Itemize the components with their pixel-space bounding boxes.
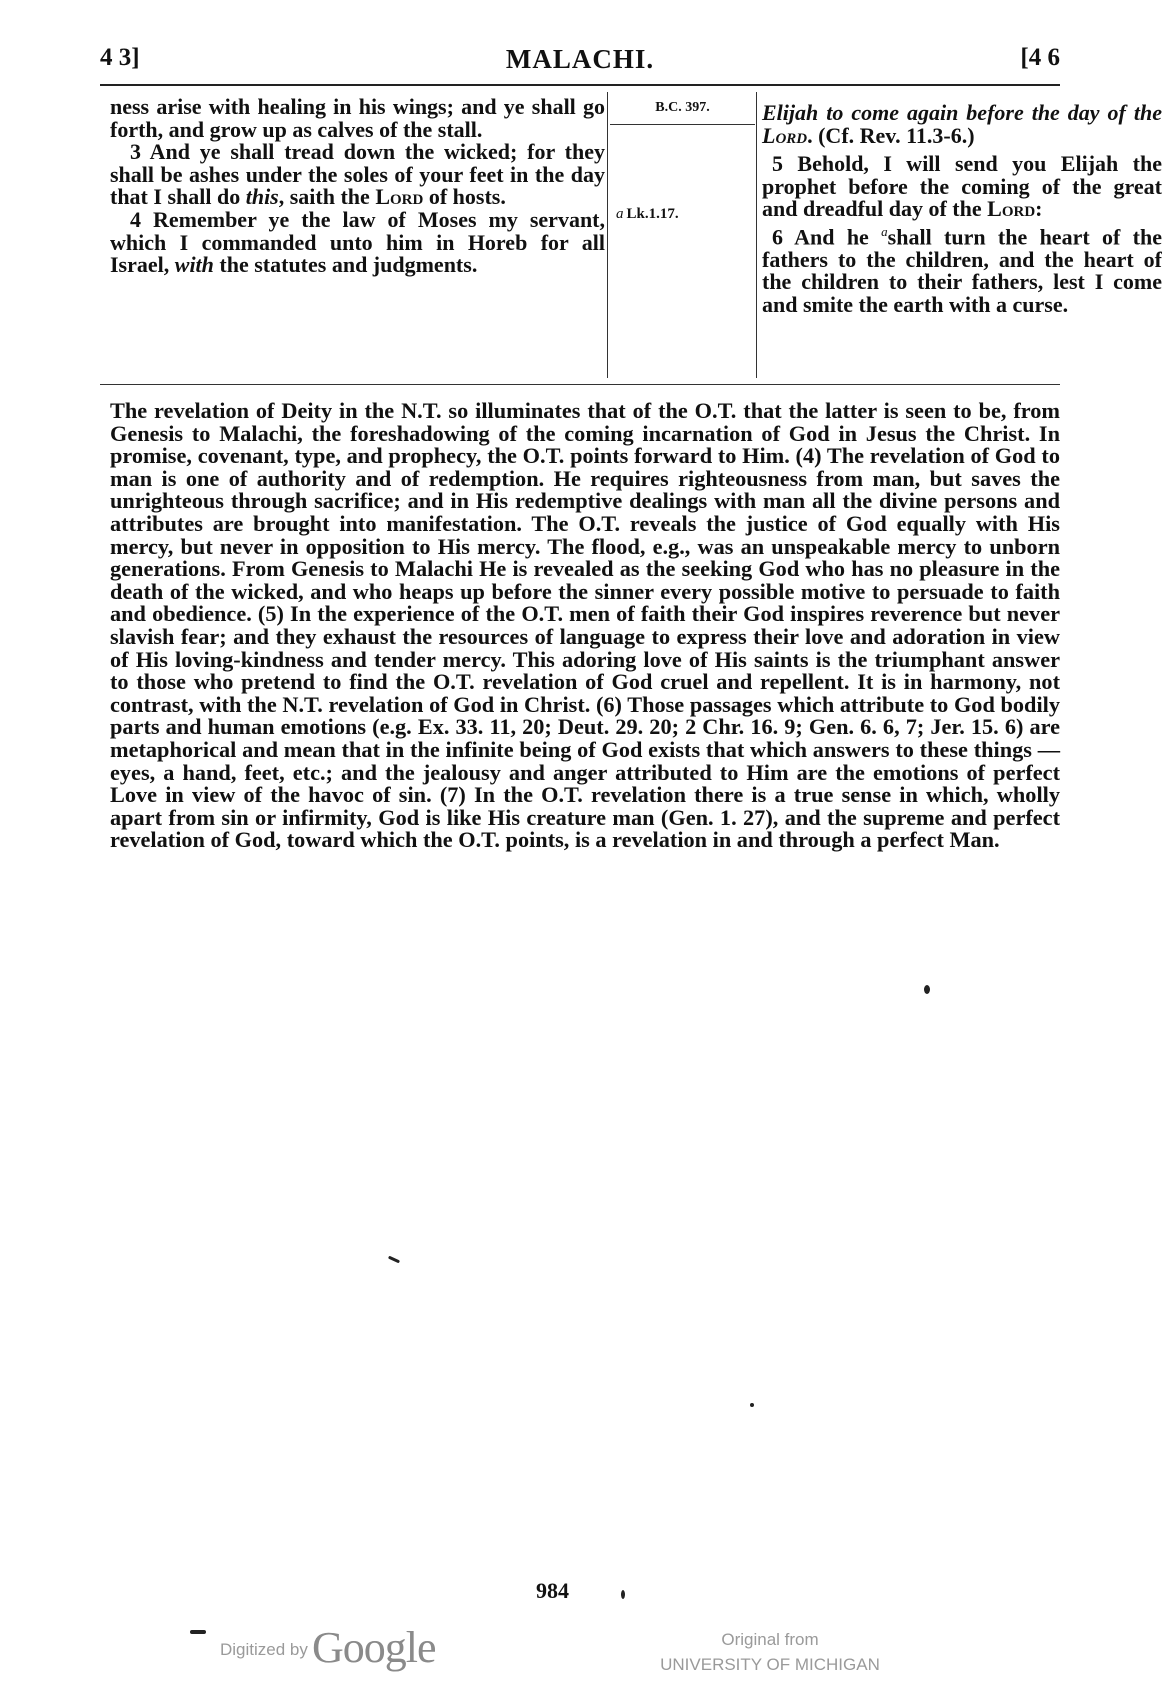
scan-speck bbox=[388, 1256, 400, 1264]
verse-6: 6 And he $^a$shall turn the heart of the fathers to the children, and the heart of the children to their fathers, lest I come and smite the earth with a curse. bbox=[762, 223, 1162, 318]
header-rule bbox=[100, 84, 1060, 86]
center-reference-column bbox=[610, 92, 755, 382]
original-from-label: Original from bbox=[721, 1630, 819, 1649]
date-note: B.C. 397. bbox=[655, 100, 710, 115]
right-scripture-column bbox=[762, 102, 1162, 317]
verse-continuation: ness arise with healing in his wings; and ye shall go forth, and grow up as calves of the stall. bbox=[110, 94, 605, 142]
scripture-columns bbox=[100, 92, 1162, 382]
commentary-text: The revelation of Deity in the N.T. so illuminates that of the O.T. that the latter is seen to be, from Genesis to Malachi, the foreshadowing of the coming incarnation of God in Jesus the Christ. In promise, covenant, type, and prophecy, the O.T. points forward to Him. (4) The revelation of God to man is one of authority and of redemption. He requires righteousness from man, but saves the unrighteous through sacrifice; and in His redemptive dealings with man all the divine persons and attributes are brought into manifestation. The O.T. reveals the justice of God equally with His mercy, but never in opposition to His mercy. The flood, e.g., was an unspeakable mercy to unborn generations. From Genesis to Malachi He is revealed as the seeking God who has no pleasure in the death of the wicked, and who heaps up before the sinner every possible motive to persuade to faith and obedience. (5) In the experience of the O.T. men of faith their God inspires reverence but never slavish fear; and they exhaust the resources of language to express their love and adoration in view of His loving-kindness and tender mercy. This adoring love of His saints is the triumphant answer to those who pretend to find the O.T. revelation of God cruel and repellent. It is in harmony, not contrast, with the N.T. revelation of God in Christ. (6) Those passages which attribute to God bodily parts and human emotions (e.g. Ex. 33. 11, 20; Deut. 29. 20; 2 Chr. 16. 9; Gen. 6. 6, 7; Jer. 15. 6) are metaphorical and mean that in the infinite being of God exists that which answers to these things —eyes, a hand, feet, etc.; and the jealousy and anger attributed to Him are the emotions of perfect Love in view of the havoc of sin. (7) In the O.T. revelation there is a true sense in which, wholly apart from sin or infirmity, God is like His creature man (Gen. 1. 27), and the supreme and perfect revelation of God, toward which the O.T. points, is a revelation in and through a perfect Man. bbox=[110, 398, 1060, 853]
commentary-note bbox=[110, 400, 1060, 852]
google-logo: Google bbox=[312, 1623, 436, 1672]
date-rule bbox=[610, 124, 755, 125]
scan-speck bbox=[190, 1630, 206, 1634]
scan-speck bbox=[924, 985, 930, 994]
running-header bbox=[100, 44, 1060, 84]
original-source-label: UNIVERSITY OF MICHIGAN bbox=[660, 1655, 880, 1674]
verse-5: 5 Behold, I will send you Elijah the prophet before the coming of the great and dreadful day of the Lord: bbox=[762, 151, 1162, 222]
left-scripture-column bbox=[110, 96, 605, 277]
cross-reference: a Lk.1.17. bbox=[616, 206, 679, 222]
header-chapter-verse-right: [4 6 bbox=[1020, 44, 1060, 71]
column-divider-right bbox=[756, 92, 757, 378]
column-divider-left bbox=[607, 92, 608, 378]
scan-speck bbox=[750, 1403, 754, 1407]
verse-4: 4 Remember ye the law of Moses my servant, which I commanded unto him in Horeb for all Israel, with the statutes and judgments. bbox=[110, 206, 605, 278]
commentary-rule bbox=[100, 384, 1060, 385]
section-heading: Elijah to come again before the day of the Lord. (Cf. Rev. 11.3-6.) bbox=[762, 100, 1162, 148]
verse-3: 3 And ye shall tread down the wicked; for they shall be ashes under the soles of your feet in the day that I shall do this, saith the Lord of hosts. bbox=[110, 139, 605, 210]
page-number: 984 bbox=[536, 1578, 569, 1603]
digitized-by-label: Digitized by bbox=[220, 1640, 308, 1659]
header-chapter-verse-left: 4 3] bbox=[100, 44, 140, 71]
header-book-title: MALACHI. bbox=[505, 44, 655, 74]
